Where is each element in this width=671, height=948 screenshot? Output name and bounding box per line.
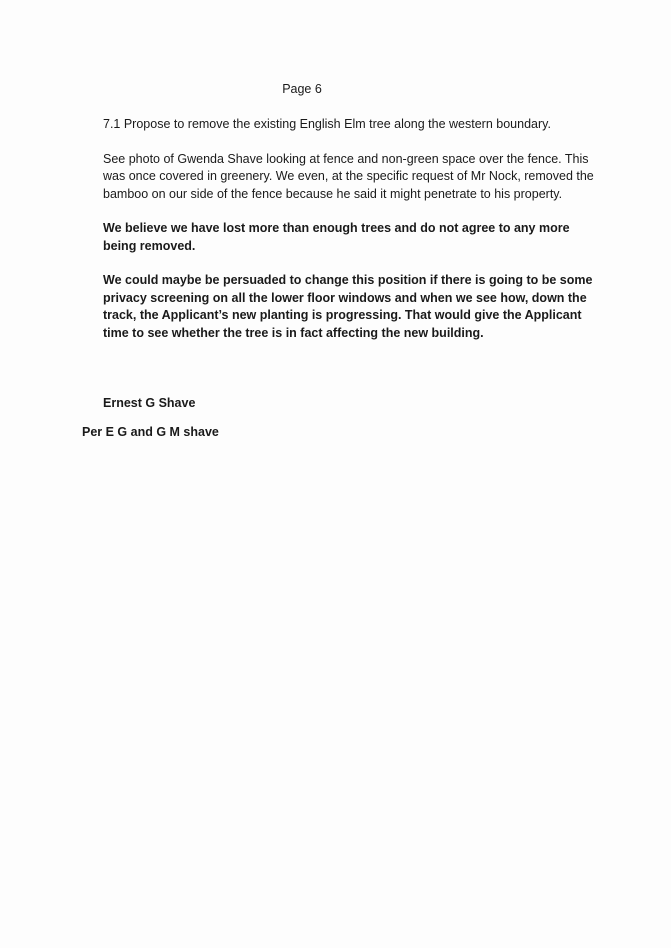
signature-per-line: Per E G and G M shave bbox=[82, 425, 219, 439]
paragraph-proposal: 7.1 Propose to remove the existing English Elm tree along the western boundary. bbox=[103, 117, 551, 131]
document-body bbox=[103, 116, 603, 359]
signature-name: Ernest G Shave bbox=[103, 396, 196, 410]
paragraph-objection: We believe we have lost more than enough trees and do not agree to any more being removed. bbox=[103, 221, 570, 253]
paragraph-photo-description: See photo of Gwenda Shave looking at fence and non-green space over the fence. This was once covered in greenery. We even, at the specific request of Mr Nock, removed the bamboo on our side of the fence because he said it might penetrate to his property. bbox=[103, 151, 594, 201]
page-number: Page 6 bbox=[282, 82, 322, 96]
paragraph-condition: We could maybe be persuaded to change this position if there is going to be some privacy screening on all the lower floor windows and when we see how, down the track, the Applicant’s new planting is progressing. That would give the Applicant time to see whether the tree is in fact affecting the new building. bbox=[103, 273, 593, 340]
